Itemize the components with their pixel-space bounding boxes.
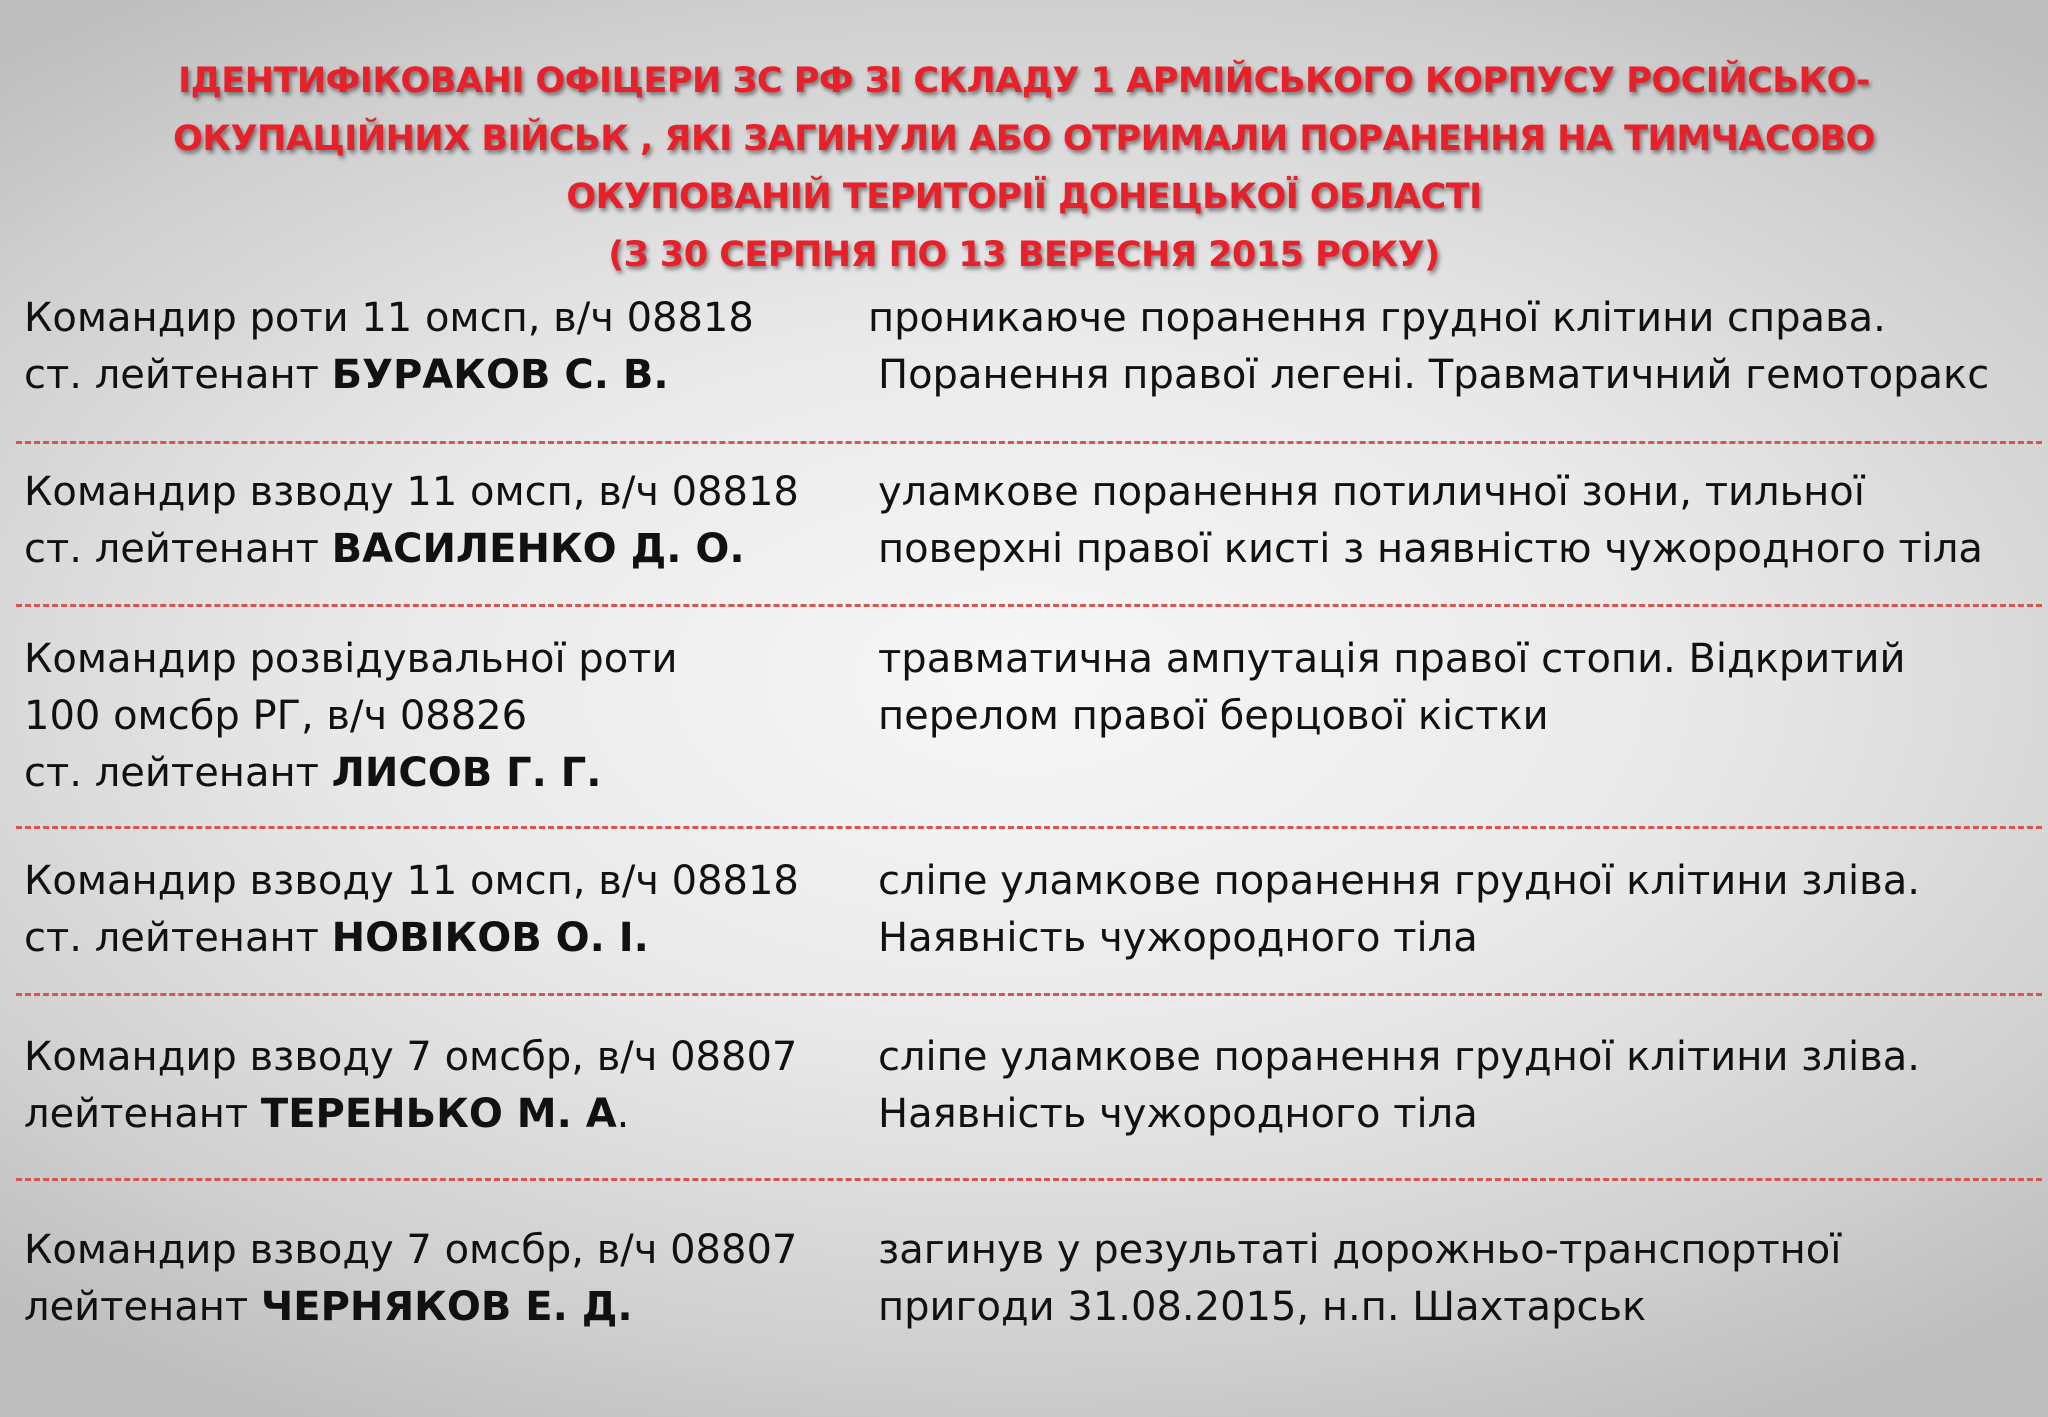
officer-rank-name <box>24 1279 844 1336</box>
row-divider <box>16 993 2042 996</box>
title-line: ІДЕНТИФІКОВАНІ ОФІЦЕРИ ЗС РФ ЗІ СКЛАДУ 1 АРМІЙСЬКОГО КОРПУСУ РОСІЙСЬКО- <box>178 61 1870 101</box>
officer-unit: 100 омсбр РГ, в/ч 08826 <box>24 693 528 739</box>
injury-text-line: проникаюче поранення грудної клітини справа. <box>868 295 1886 341</box>
page-title <box>0 52 2048 284</box>
officer-rank-name <box>24 347 844 404</box>
officer-info <box>24 290 844 404</box>
row-divider <box>16 1178 2042 1181</box>
officer-name: ТЕРЕНЬКО М. А <box>260 1091 617 1137</box>
officer-rank: ст. лейтенант <box>24 352 332 398</box>
officer-name: НОВІКОВ О. І. <box>331 915 649 961</box>
injury-info <box>868 290 2028 404</box>
officer-rank: ст. лейтенант <box>24 526 332 572</box>
injury-info <box>878 1222 2038 1336</box>
injury-info <box>878 1029 2038 1143</box>
officer-position: Командир роти 11 омсп, в/ч 08818 <box>24 295 754 341</box>
injury-info <box>878 853 2038 967</box>
injury-text-line: сліпе уламкове поранення грудної клітини зліва. <box>878 1034 1920 1080</box>
officer-rank: лейтенант <box>24 1284 261 1330</box>
officer-name: ВАСИЛЕНКО Д. О. <box>331 526 745 572</box>
officer-info <box>24 853 844 967</box>
injury-text-line: травматична ампутація правої стопи. Відкритий <box>878 636 1906 682</box>
row-divider <box>16 441 2042 444</box>
officer-name: ЛИСОВ Г. Г. <box>331 750 602 796</box>
officer-rank-name <box>24 1086 844 1143</box>
injury-text-line: загинув у результаті дорожньо-транспортної <box>878 1227 1842 1273</box>
officer-position: Командир взводу 11 омсп, в/ч 08818 <box>24 858 799 904</box>
officer-rank: ст. лейтенант <box>24 915 332 961</box>
row-divider <box>16 826 2042 829</box>
officer-info <box>24 631 844 802</box>
injury-text-line: Поранення правої легені. Травматичний гемоторакс <box>878 352 1990 398</box>
title-line: (З 30 СЕРПНЯ ПО 13 ВЕРЕСНЯ 2015 РОКУ) <box>608 235 1440 275</box>
officer-rank-name <box>24 910 844 967</box>
officer-position: Командир розвідувальної роти <box>24 636 678 682</box>
officer-rank: лейтенант <box>24 1091 261 1137</box>
officer-name: ЧЕРНЯКОВ Е. Д. <box>260 1284 633 1330</box>
officer-position: Командир взводу 7 омсбр, в/ч 08807 <box>24 1034 798 1080</box>
injury-text-line: Наявність чужородного тіла <box>878 915 1478 961</box>
injury-text-line: сліпе уламкове поранення грудної клітини зліва. <box>878 858 1920 904</box>
officer-name-suffix: . <box>616 1091 630 1137</box>
officer-info <box>24 1029 844 1143</box>
injury-info <box>878 464 2038 578</box>
officer-info <box>24 464 844 578</box>
officer-position: Командир взводу 7 омсбр, в/ч 08807 <box>24 1227 798 1273</box>
row-divider <box>16 604 2042 607</box>
officer-name: БУРАКОВ С. В. <box>331 352 669 398</box>
officer-rank-name <box>24 745 844 802</box>
officer-rank-name <box>24 521 844 578</box>
injury-text-line: пригоди 31.08.2015, н.п. Шахтарськ <box>878 1284 1647 1330</box>
injury-info <box>878 631 2038 745</box>
officer-info <box>24 1222 844 1336</box>
injury-text-line: поверхні правої кисті з наявністю чужородного тіла <box>878 526 1983 572</box>
injury-text-line: уламкове поранення потиличної зони, тильної <box>878 469 1865 515</box>
injury-text-line: перелом правої берцової кістки <box>878 693 1549 739</box>
injury-text-line: Наявність чужородного тіла <box>878 1091 1478 1137</box>
title-line: ОКУПОВАНІЙ ТЕРИТОРІЇ ДОНЕЦЬКОЇ ОБЛАСТІ <box>566 177 1482 217</box>
officer-rank: ст. лейтенант <box>24 750 332 796</box>
title-line: ОКУПАЦІЙНИХ ВІЙСЬК , ЯКІ ЗАГИНУЛИ АБО ОТРИМАЛИ ПОРАНЕННЯ НА ТИМЧАСОВО <box>173 119 1875 159</box>
officer-position: Командир взводу 11 омсп, в/ч 08818 <box>24 469 799 515</box>
